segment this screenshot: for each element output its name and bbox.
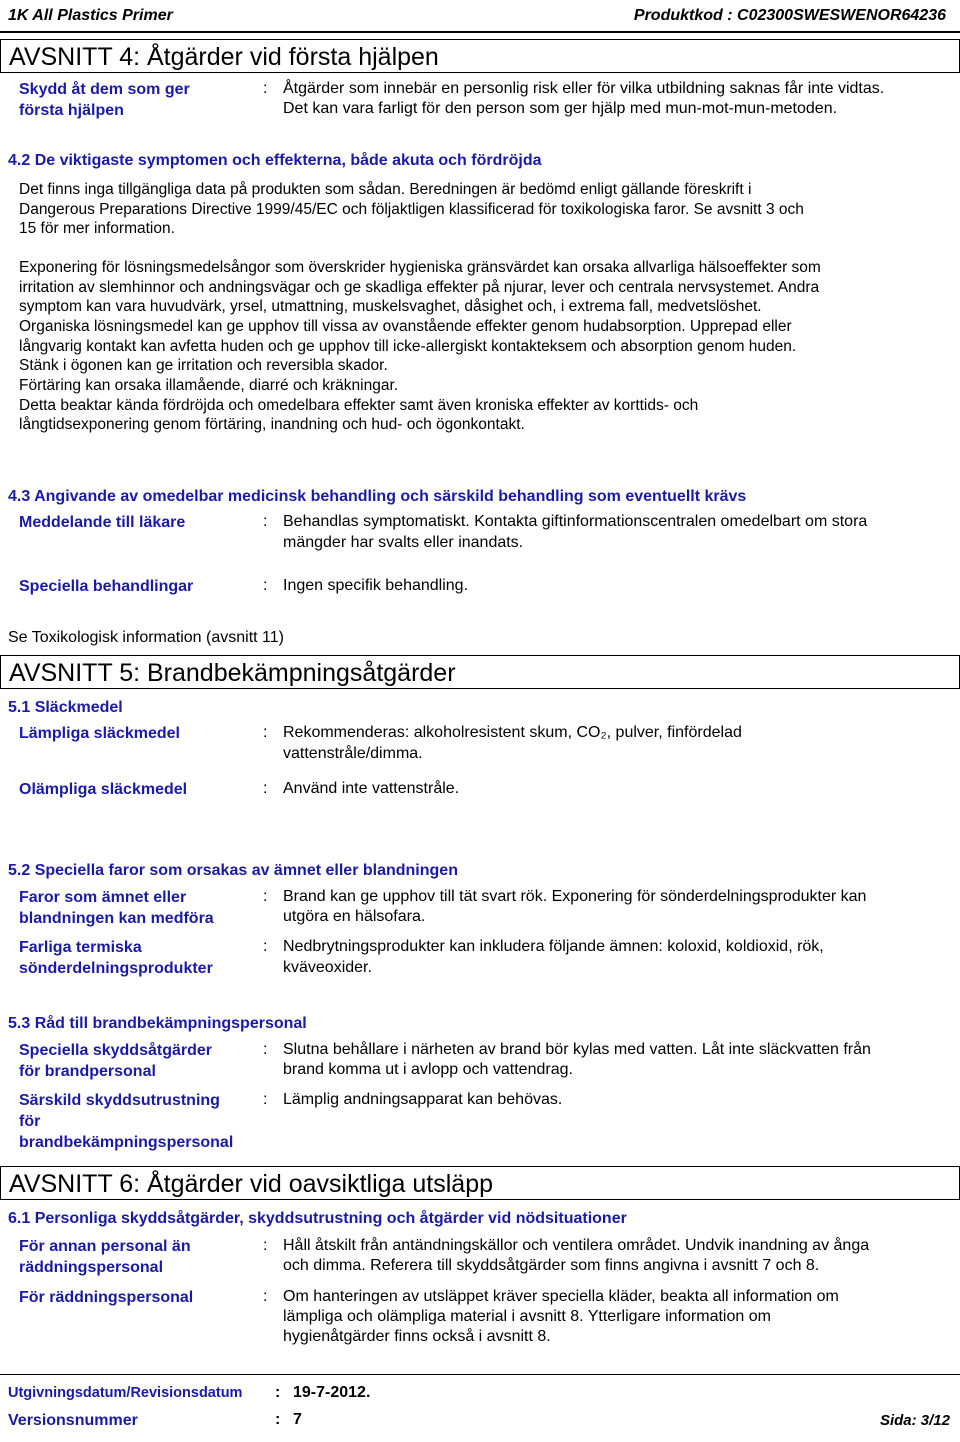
non-emergency-value-line2: och dimma. Referera till skyddsåtgärder som finns angivna i avsnitt 7 och 8. <box>283 1257 820 1274</box>
firefighter-protection-value-line2: brand komma ut i avlopp och vattendrag. <box>283 1061 573 1078</box>
symptoms-para2-line5: långvarig kontakt kan avfetta huden och ge upphov till icke-allergiskt kontakteksem och absorption genom huden. <box>19 338 797 355</box>
unsuitable-media-label: Olämpliga släckmedel <box>19 781 188 798</box>
symptoms-para2-line6: Stänk i ögonen kan ge irritation och reversibla skador. <box>19 357 388 374</box>
symptoms-para2-line3: symptom kan vara huvudvärk, yrsel, utmattning, muskelsvaghet, dåsighet och, i extrema fall, medvetslöshet. <box>19 298 762 315</box>
emergency-responders-label: För räddningspersonal <box>19 1289 194 1306</box>
page-number: Sida: 3/12 <box>879 1412 950 1429</box>
protect-value-line1: Åtgärder som innebär en personlig risk eller för vilka utbildning saknas får inte vidtas. <box>283 80 885 97</box>
hazards-label-line1: Faror som ämnet eller <box>19 889 187 906</box>
header-divider <box>0 31 960 33</box>
colon: : <box>263 513 268 530</box>
non-emergency-label-line1: För annan personal än <box>19 1238 191 1255</box>
version-label: Versionsnummer <box>8 1412 138 1429</box>
subsection-5-3: 5.3 Råd till brandbekämpningspersonal <box>8 1015 307 1032</box>
colon: : <box>263 938 268 955</box>
symptoms-para2-line1: Exponering för lösningsmedelsångor som överskrider hygieniska gränsvärdet kan orsaka allvarliga hälsoeffekter som <box>19 259 821 276</box>
hazards-value-line2: utgöra en hälsofara. <box>283 908 426 925</box>
firefighter-protection-value-line1: Slutna behållare i närheten av brand bör kylas med vatten. Låt inte släckvatten från <box>283 1041 871 1058</box>
doctor-value-line2: mängder har svalts eller inandats. <box>283 534 524 551</box>
colon: : <box>263 780 268 797</box>
protective-equipment-value: Lämplig andningsapparat kan behövas. <box>283 1091 563 1108</box>
symptoms-para2-line4: Organiska lösningsmedel kan ge upphov till vissa av ovanstående effekter genom hudabsorption. Upprepad eller <box>19 318 792 335</box>
colon: : <box>263 724 268 741</box>
emergency-responders-value-line1: Om hanteringen av utsläppet kräver speciella kläder, beakta all information om <box>283 1288 839 1305</box>
issue-date-value: 19-7-2012. <box>293 1384 371 1401</box>
emergency-responders-value-line3: hygienåtgärder finns också i avsnitt 8. <box>283 1328 551 1345</box>
document-title: 1K All Plastics Primer <box>8 7 173 24</box>
protect-value-line2: Det kan vara farligt för den person som ger hjälp med mun-mot-mun-metoden. <box>283 100 838 117</box>
version-value: 7 <box>293 1411 302 1428</box>
protect-label-line1: Skydd åt dem som ger <box>19 81 190 98</box>
suitable-media-label: Lämpliga släckmedel <box>19 725 180 742</box>
special-treatment-value: Ingen specifik behandling. <box>283 577 469 594</box>
section-6-title: AVSNITT 6: Åtgärder vid oavsiktliga utsläpp <box>9 1170 494 1198</box>
subsection-5-2: 5.2 Speciella faror som orsakas av ämnet eller blandningen <box>8 862 458 879</box>
colon: : <box>275 1411 281 1428</box>
protect-label-line2: första hjälpen <box>19 102 124 119</box>
section-6-header <box>0 1166 960 1200</box>
hazards-value-line1: Brand kan ge upphov till tät svart rök. Exponering för sönderdelningsprodukter kan <box>283 888 867 905</box>
thermal-label-line2: sönderdelningsprodukter <box>19 960 213 977</box>
thermal-value-line2: kväveoxider. <box>283 959 372 976</box>
footer-divider <box>0 1374 960 1375</box>
subsection-4-3: 4.3 Angivande av omedelbar medicinsk behandling och särskild behandling som eventuellt krävs <box>8 488 747 505</box>
colon: : <box>263 1237 268 1254</box>
symptoms-para2-line7: Förtäring kan orsaka illamående, diarré och kräkningar. <box>19 377 399 394</box>
colon: : <box>263 1091 268 1108</box>
issue-date-label: Utgivningsdatum/Revisionsdatum <box>8 1385 243 1401</box>
symptoms-para2-line8: Detta beaktar kända fördröjda och omedelbara effekter samt även kroniska effekter av korttids- och <box>19 397 699 414</box>
section-4-header <box>0 39 960 73</box>
thermal-label-line1: Farliga termiska <box>19 939 142 956</box>
symptoms-para1-line2: Dangerous Preparations Directive 1999/45/EC och följaktligen klassificerad för toxikologiska faror. Se avsnitt 3 och <box>19 201 804 218</box>
unsuitable-media-value: Använd inte vattenstråle. <box>283 780 460 797</box>
doctor-label: Meddelande till läkare <box>19 514 186 531</box>
see-toxicology-note: Se Toxikologisk information (avsnitt 11) <box>8 629 284 646</box>
section-5-header <box>0 655 960 689</box>
colon: : <box>263 1288 268 1305</box>
symptoms-para2-line9: långtidsexponering genom förtäring, inandning och hud- och ögonkontakt. <box>19 416 525 433</box>
subsection-4-2: 4.2 De viktigaste symptomen och effekterna, både akuta och fördröjda <box>8 152 542 169</box>
symptoms-para1-line1: Det finns inga tillgängliga data på produkten som sådan. Beredningen är bedömd enligt gällande föreskrift i <box>19 181 752 198</box>
colon: : <box>263 80 268 97</box>
colon: : <box>275 1384 281 1401</box>
subsection-5-1: 5.1 Släckmedel <box>8 699 123 716</box>
doctor-value-line1: Behandlas symptomatiskt. Kontakta giftinformationscentralen omedelbart om stora <box>283 513 868 530</box>
colon: : <box>263 1041 268 1058</box>
suitable-media-value-line1: Rekommenderas: alkoholresistent skum, CO₂, pulver, finfördelad <box>283 724 742 741</box>
protective-equipment-label-line2: för <box>19 1113 41 1130</box>
symptoms-para1-line3: 15 för mer information. <box>19 220 175 237</box>
thermal-value-line1: Nedbrytningsprodukter kan inkludera följande ämnen: koloxid, koldioxid, rök, <box>283 938 824 955</box>
emergency-responders-value-line2: lämpliga och olämpliga material i avsnitt 8. Ytterligare information om <box>283 1308 771 1325</box>
suitable-media-value-line2: vattenstråle/dimma. <box>283 745 423 762</box>
colon: : <box>263 888 268 905</box>
hazards-label-line2: blandningen kan medföra <box>19 910 214 927</box>
firefighter-protection-label-line1: Speciella skyddsåtgärder <box>19 1042 212 1059</box>
protective-equipment-label-line3: brandbekämpningspersonal <box>19 1134 234 1151</box>
non-emergency-value-line1: Håll åtskilt från antändningskällor och ventilera området. Undvik inandning av ånga <box>283 1237 870 1254</box>
section-5-title: AVSNITT 5: Brandbekämpningsåtgärder <box>9 659 456 687</box>
firefighter-protection-label-line2: för brandpersonal <box>19 1063 156 1080</box>
protective-equipment-label-line1: Särskild skyddsutrustning <box>19 1092 220 1109</box>
product-code: Produktkod : C02300SWESWENOR64236 <box>633 7 946 24</box>
section-4-title: AVSNITT 4: Åtgärder vid första hjälpen <box>9 43 439 71</box>
subsection-6-1: 6.1 Personliga skyddsåtgärder, skyddsutrustning och åtgärder vid nödsituationer <box>8 1210 627 1227</box>
symptoms-para2-line2: irritation av slemhinnor och andningsvägar och ge skadliga effekter på njurar, lever och centrala nervsystemet. Andra <box>19 279 820 296</box>
special-treatment-label: Speciella behandlingar <box>19 578 194 595</box>
non-emergency-label-line2: räddningspersonal <box>19 1259 164 1276</box>
colon: : <box>263 577 268 594</box>
